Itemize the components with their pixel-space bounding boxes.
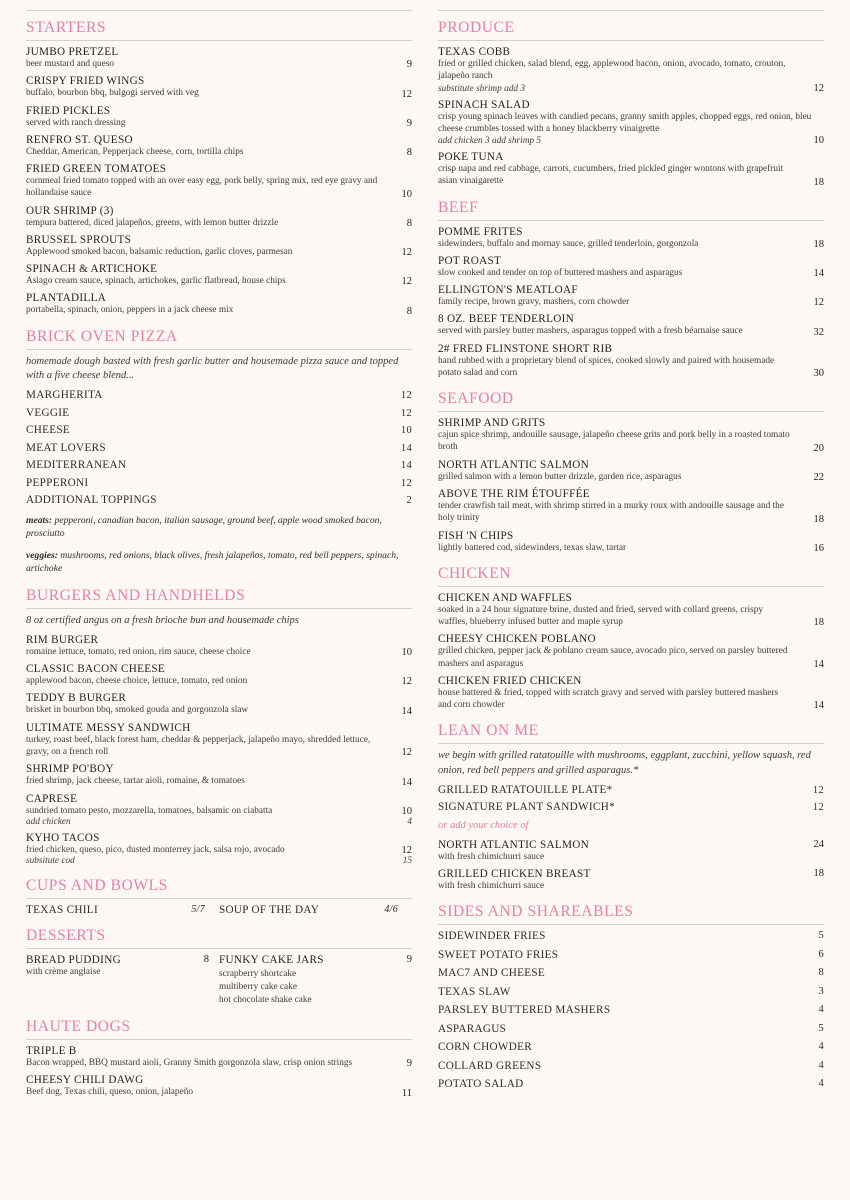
menu-item (26, 904, 219, 916)
section-cups-and-bowls (26, 877, 412, 916)
item-name: POT ROAST (438, 254, 502, 267)
section-title-beef: BEEF (438, 198, 479, 216)
section-title-seafood: SEAFOOD (438, 390, 514, 408)
item-desc: cajun spice shrimp, andouille sausage, jalapeño cheese grits and pork belly in a roasted tomato broth (438, 430, 790, 453)
item-desc: buffalo, bourbon bbq, bulgogi served with veg (26, 88, 199, 99)
menu-item (438, 839, 824, 863)
item-name: SOUP OF THE DAY (219, 904, 320, 917)
section-produce (438, 19, 824, 188)
section-pizza (26, 328, 412, 576)
item-name: JUMBO PRETZEL (26, 46, 119, 58)
menu-item (438, 99, 824, 147)
item-price: 8 (406, 305, 412, 317)
item-price: 8 (406, 217, 412, 229)
item-price: 18 (813, 176, 824, 188)
menu-item (26, 424, 412, 436)
item-price: 10 (401, 188, 412, 200)
item-price: 10 (813, 135, 824, 147)
top-rule-right (438, 10, 824, 11)
item-name: FRIED GREEN TOMATOES (26, 163, 167, 176)
menu-item (438, 343, 824, 380)
item-price: 11 (401, 1087, 412, 1099)
divider (438, 924, 824, 925)
item-name: SIDEWINDER FRIES (438, 930, 546, 943)
item-name: CORN CHOWDER (438, 1041, 533, 1054)
right-column (438, 10, 824, 1194)
menu-item (438, 868, 824, 892)
menu-item (438, 284, 824, 308)
item-desc: Cheddar, American, Pepperjack cheese, corn, tortilla chips (26, 146, 244, 157)
item-price: 8 (203, 954, 209, 966)
item-addon-price: 4 (407, 816, 412, 827)
item-price: 10 (401, 647, 412, 659)
divider (26, 349, 412, 350)
item-price: 9 (406, 954, 412, 966)
item-price: 20 (813, 442, 824, 454)
item-price: 12 (400, 407, 412, 419)
item-price: 4 (818, 1059, 824, 1071)
item-price: 16 (813, 542, 824, 554)
divider (438, 40, 824, 41)
menu-item (26, 634, 412, 658)
menu-item (438, 151, 824, 188)
menu-item (26, 234, 412, 258)
menu-item (26, 459, 412, 471)
item-name: TEXAS COBB (438, 46, 511, 58)
menu-item (438, 459, 824, 483)
item-name: PEPPERONI (26, 476, 89, 489)
item-name: POKE TUNA (438, 151, 504, 164)
item-price: 32 (813, 326, 824, 338)
item-price: 4 (818, 1041, 824, 1053)
menu-item (438, 986, 824, 998)
item-options (219, 968, 412, 1007)
menu-item (26, 763, 412, 787)
top-rule-left (26, 10, 412, 11)
left-column (26, 10, 412, 1194)
section-beef (438, 199, 824, 380)
menu-item (26, 832, 412, 866)
menu-item (26, 46, 412, 70)
item-price: 18 (813, 617, 824, 629)
item-name: BREAD PUDDING (26, 954, 121, 967)
option: hot chocolate shake cake (219, 995, 312, 1006)
item-desc: applewood bacon, cheese choice, lettuce, tomato, red onion (26, 676, 248, 687)
item-desc: beer mustard and queso (26, 59, 115, 69)
item-desc: lightly battered cod, sidewinders, texas slaw, tartar (438, 542, 627, 553)
item-addon: add chicken 3 add shrimp 5 (438, 136, 542, 147)
menu-item (26, 134, 412, 158)
section-title-pizza: BRICK OVEN PIZZA (26, 327, 178, 345)
item-desc: sundried tomato pesto, mozzarella, tomatoes, balsamic on ciabatta (26, 805, 273, 816)
pizza-meats (26, 515, 412, 541)
item-price: 10 (401, 805, 412, 817)
menu-item (26, 692, 412, 716)
item-desc: grilled salmon with a lemon butter drizzle, garden rice, asparagus (438, 471, 682, 482)
item-name: BRUSSEL SPROUTS (26, 233, 132, 246)
section-desserts (26, 927, 412, 1007)
menu-item (438, 417, 824, 454)
item-desc: with fresh chimichurri sauce (438, 851, 545, 862)
menu-item (438, 967, 824, 979)
item-price: 4/6 (384, 904, 398, 916)
menu-item (438, 226, 824, 250)
section-title-chicken: CHICKEN (438, 564, 512, 582)
meats-list: pepperoni, canadian bacon, italian sausage, ground beef, apple wood smoked bacon, prosciutto (26, 515, 382, 539)
item-name: KYHO TACOS (26, 831, 100, 844)
item-price: 9 (406, 1058, 412, 1070)
item-name: OUR SHRIMP (3) (26, 204, 114, 217)
section-title-desserts: DESSERTS (26, 927, 106, 945)
item-desc: romaine lettuce, tomato, red onion, rim sauce, cheese choice (26, 646, 251, 657)
item-name: FRIED PICKLES (26, 104, 111, 117)
item-price: 14 (813, 700, 824, 712)
menu-item (26, 292, 412, 316)
section-starters (26, 19, 412, 317)
item-name: SPINACH & ARTICHOKE (26, 263, 158, 276)
item-price: 12 (401, 676, 412, 688)
item-name: MEDITERRANEAN (26, 459, 127, 471)
item-name: NORTH ATLANTIC SALMON (438, 458, 590, 471)
item-desc: crisp napa and red cabbage, carrots, cucumbers, fried pickled ginger wontons with grapefruit asian vinaigarette (438, 164, 784, 187)
menu-item (438, 313, 824, 337)
item-name: CHEESY CHICKEN POBLANO (438, 633, 596, 646)
item-price: 12 (401, 88, 412, 100)
item-desc: served with parsley butter mashers, asparagus topped with a fresh béarnaise sauce (438, 326, 743, 337)
item-desc: sidewinders, buffalo and mornay sauce, grilled tenderloin, gorgonzola (438, 238, 699, 249)
veggies-list: mushrooms, red onions, black olives, fresh jalapeños, tomato, red bell peppers, spinach, artichoke (26, 549, 399, 574)
item-name: MARGHERITA (26, 389, 103, 401)
menu-item (438, 530, 824, 554)
item-desc: served with ranch dressing (26, 117, 126, 128)
item-price: 12 (400, 477, 412, 489)
item-price: 18 (813, 868, 824, 880)
item-desc: turkey, roast beef, black forest ham, cheddar & pepperjack, jalapeño mayo, shredded lettuce, gravy, on a french roll (26, 734, 371, 757)
item-name: SWEET POTATO FRIES (438, 948, 559, 961)
section-title-starters: STARTERS (26, 19, 107, 36)
item-addon: add chicken (26, 816, 71, 827)
menu-item (219, 904, 412, 916)
item-name: CHEESY CHILI DAWG (26, 1074, 144, 1087)
item-name: MEAT LOVERS (26, 441, 106, 454)
menu-item (26, 442, 412, 454)
menu-item (438, 255, 824, 279)
section-title-burgers: BURGERS AND HANDHELDS (26, 586, 246, 604)
section-chicken (438, 565, 824, 712)
item-price: 12 (813, 297, 824, 309)
item-price: 30 (813, 368, 824, 380)
item-name: GRILLED RATATOUILLE PLATE* (438, 783, 613, 796)
item-price: 10 (400, 425, 412, 436)
section-title-lean-on-me: LEAN ON ME (438, 722, 539, 740)
item-desc: with crème anglaise (26, 967, 101, 978)
menu-item (26, 1074, 412, 1098)
meats-label: meats: (26, 515, 53, 526)
menu-item (438, 1041, 824, 1053)
item-desc: family recipe, brown gravy, mashers, corn chowder (438, 297, 630, 308)
item-desc: with fresh chimichurri sauce (438, 881, 545, 892)
item-desc: fried or grilled chicken, salad blend, egg, applewood bacon, onion, avocado, tomato, crouton, jalapeño ranch (438, 59, 786, 82)
item-desc: soaked in a 24 hour signature brine, dusted and fried, served with collard greens, crispy waffles, blueberry infused butter and maple syrup (438, 604, 764, 628)
item-addon: subsitute cod (26, 856, 75, 867)
item-price: 12 (401, 247, 412, 259)
divider (438, 411, 824, 412)
section-lean-on-me (438, 722, 824, 892)
item-price: 2 (406, 495, 412, 506)
item-name: PLANTADILLA (26, 292, 107, 305)
menu-item (26, 105, 412, 129)
divider (26, 898, 412, 899)
menu-item (26, 1045, 412, 1069)
item-name: FUNKY CAKE JARS (219, 954, 324, 967)
menu-item (438, 1060, 824, 1072)
item-price: 9 (406, 117, 412, 129)
menu-item (438, 1078, 824, 1090)
item-name: RENFRO ST. QUESO (26, 133, 133, 146)
menu-item (26, 75, 412, 99)
item-price: 14 (401, 776, 412, 788)
item-name: PARSLEY BUTTERED MASHERS (438, 1004, 611, 1017)
item-desc: fried shrimp, jack cheese, tartar aioli, romaine, & tomatoes (26, 776, 245, 787)
item-price: 14 (813, 268, 824, 280)
item-desc: Bacon wrapped, BBQ mustard aioli, Granny Smith gorgonzola slaw, crisp onion strings (26, 1058, 353, 1069)
item-desc: hand rubbed with a proprietary blend of spices, cooked slowly and paired with housemade potato salad and corn (438, 355, 775, 378)
item-price: 12 (400, 390, 412, 401)
item-name: SPINACH SALAD (438, 98, 530, 111)
veggies-label: veggies: (26, 549, 58, 561)
item-desc: tender crawfish tail meat, with shrimp stirred in a murky roux with andouille sausage and the holy trinity (438, 500, 784, 524)
section-title-produce: PRODUCE (438, 19, 515, 36)
item-desc: fried chicken, queso, pico, dusted monterrey jack, salsa rojo, avocado (26, 844, 285, 855)
item-price: 12 (812, 802, 824, 814)
menu-item (438, 949, 824, 961)
item-name: CHICKEN FRIED CHICKEN (438, 674, 582, 687)
menu-item (26, 663, 412, 687)
item-name: CAPRESE (26, 792, 78, 805)
menu-item (26, 722, 412, 759)
section-seafood (438, 390, 824, 554)
item-desc: crisp young spinach leaves with candied pecans, granny smith apples, chopped eggs, red onion, bleu cheese crumbles tossed with a honey blackberry vinaigrette (438, 111, 812, 134)
menu-item (26, 477, 412, 489)
item-name: COLLARD GREENS (438, 1059, 542, 1072)
divider (26, 1039, 412, 1040)
section-burgers (26, 587, 412, 866)
menu-item (26, 954, 219, 1007)
pizza-veggies (26, 550, 412, 576)
item-price: 12 (813, 82, 824, 94)
section-note: homemade dough basted with fresh garlic butter and housemade pizza sauce and topped with a five cheese blend... (26, 355, 399, 381)
item-name: GRILLED CHICKEN BREAST (438, 868, 591, 881)
menu-item (26, 793, 412, 827)
divider (26, 608, 412, 609)
item-desc: house battered & fried, topped with scratch gravy and served with parsley buttered mashers and corn chowder (438, 687, 779, 711)
menu-item (438, 801, 824, 813)
item-desc: portabella, spinach, onion, peppers in a jack cheese mix (26, 305, 234, 316)
item-desc: Asiago cream sauce, spinach, artichokes, garlic flatbread, house chips (26, 276, 286, 287)
item-desc: slow cooked and tender on top of buttered mashers and asparagus (438, 267, 683, 278)
item-price: 18 (813, 513, 824, 525)
section-title-haute-dogs: HAUTE DOGS (26, 1018, 131, 1036)
menu-item (438, 592, 824, 629)
item-price: 9 (406, 59, 412, 71)
or-add-label: or add your choice of (438, 819, 529, 831)
item-price: 18 (813, 238, 824, 250)
menu-item (219, 954, 412, 1007)
menu-item (26, 263, 412, 287)
item-name: VEGGIE (26, 406, 70, 419)
item-name: SHRIMP PO'BOY (26, 763, 114, 776)
item-name: 2# FRED FLINSTONE SHORT RIB (438, 342, 613, 355)
item-name: TRIPLE B (26, 1045, 77, 1058)
item-desc: Beef dog, Texas chili, queso, onion, jalapeño (26, 1087, 193, 1098)
item-name: ABOVE THE RIM ÉTOUFFÉE (438, 487, 590, 500)
menu-item (26, 163, 412, 200)
item-name: TEXAS CHILI (26, 904, 98, 917)
item-price: 4 (818, 1004, 824, 1016)
item-name: 8 OZ. BEEF TENDERLOIN (438, 313, 574, 326)
item-name: POTATO SALAD (438, 1078, 524, 1091)
item-name: POMME FRITES (438, 225, 523, 238)
menu-item (438, 488, 824, 525)
section-haute-dogs (26, 1018, 412, 1099)
item-name: ULTIMATE MESSY SANDWICH (26, 721, 191, 734)
section-sides-and-shareables (438, 903, 824, 1090)
item-price: 6 (818, 948, 824, 960)
item-addon-price: 15 (402, 856, 412, 867)
item-price: 14 (400, 442, 412, 454)
menu-item (26, 494, 412, 506)
item-name: CRISPY FRIED WINGS (26, 75, 145, 88)
option: multiberry cake cake (219, 982, 297, 993)
item-desc: cornmeal fried tomato topped with an over easy egg, pork belly, spring mix, red eye gravy and hollandaise sauce (26, 176, 378, 199)
menu-item (438, 675, 824, 712)
item-name: ADDITIONAL TOPPINGS (26, 494, 157, 506)
section-note: 8 oz certified angus on a fresh brioche bun and housemade chips (26, 614, 299, 626)
item-name: MAC7 AND CHEESE (438, 967, 546, 980)
menu-item (438, 784, 824, 796)
item-price: 3 (818, 985, 824, 997)
item-price: 12 (401, 845, 412, 857)
menu-item (26, 205, 412, 229)
item-price: 8 (406, 147, 412, 159)
item-name: SIGNATURE PLANT SANDWICH* (438, 801, 615, 814)
section-title-cups: CUPS AND BOWLS (26, 877, 168, 895)
item-price: 5 (818, 930, 824, 942)
option: scrapberry shortcake (219, 969, 297, 980)
item-price: 14 (813, 658, 824, 670)
divider (438, 586, 824, 587)
menu-item (438, 46, 824, 94)
item-price: 12 (401, 276, 412, 288)
item-price: 22 (813, 471, 824, 483)
divider (26, 948, 412, 949)
menu-item (438, 930, 824, 942)
divider (438, 220, 824, 221)
divider (26, 40, 412, 41)
item-name: RIM BURGER (26, 633, 99, 646)
item-name: NORTH ATLANTIC SALMON (438, 838, 590, 851)
menu-row (26, 904, 412, 916)
item-name: TEDDY B BURGER (26, 692, 127, 705)
item-price: 12 (812, 784, 824, 796)
divider (438, 743, 824, 744)
section-note: we begin with grilled ratatouille with mushrooms, eggplant, zucchini, yellow squash, red onion, red bell peppers and grilled asparagus.* (438, 750, 811, 776)
item-price: 14 (401, 705, 412, 717)
item-desc: Applewood smoked bacon, balsamic reduction, garlic cloves, parmesan (26, 246, 293, 257)
item-name: ASPARAGUS (438, 1022, 507, 1035)
item-price: 4 (818, 1078, 824, 1090)
item-name: CHEESE (26, 424, 71, 436)
menu-item (438, 633, 824, 670)
item-name: SHRIMP AND GRITS (438, 417, 546, 430)
item-price: 24 (813, 838, 824, 850)
item-desc: tempura battered, diced jalapeños, greens, with lemon butter drizzle (26, 217, 279, 228)
menu-item (438, 1004, 824, 1016)
item-name: FISH 'N CHIPS (438, 529, 514, 542)
item-addon: substitute shrimp add 3 (438, 83, 526, 94)
item-price: 12 (401, 747, 412, 759)
item-desc: brisket in bourbon bbq, smoked gouda and gorgonzola slaw (26, 705, 249, 716)
menu-item (26, 407, 412, 419)
section-title-sides: SIDES AND SHAREABLES (438, 903, 634, 921)
menu-item (26, 389, 412, 401)
menu-item (438, 1023, 824, 1035)
item-price: 5/7 (191, 904, 205, 916)
item-price: 5 (818, 1022, 824, 1034)
item-price: 8 (818, 967, 824, 979)
item-desc: grilled chicken, pepper jack & poblano cream sauce, avocado pico, served on parsley buttered mashers and asparagus (438, 646, 788, 669)
item-name: TEXAS SLAW (438, 985, 511, 998)
item-name: CHICKEN AND WAFFLES (438, 591, 573, 604)
item-name: CLASSIC BACON CHEESE (26, 663, 166, 676)
item-price: 14 (400, 460, 412, 471)
item-name: ELLINGTON'S MEATLOAF (438, 284, 578, 297)
